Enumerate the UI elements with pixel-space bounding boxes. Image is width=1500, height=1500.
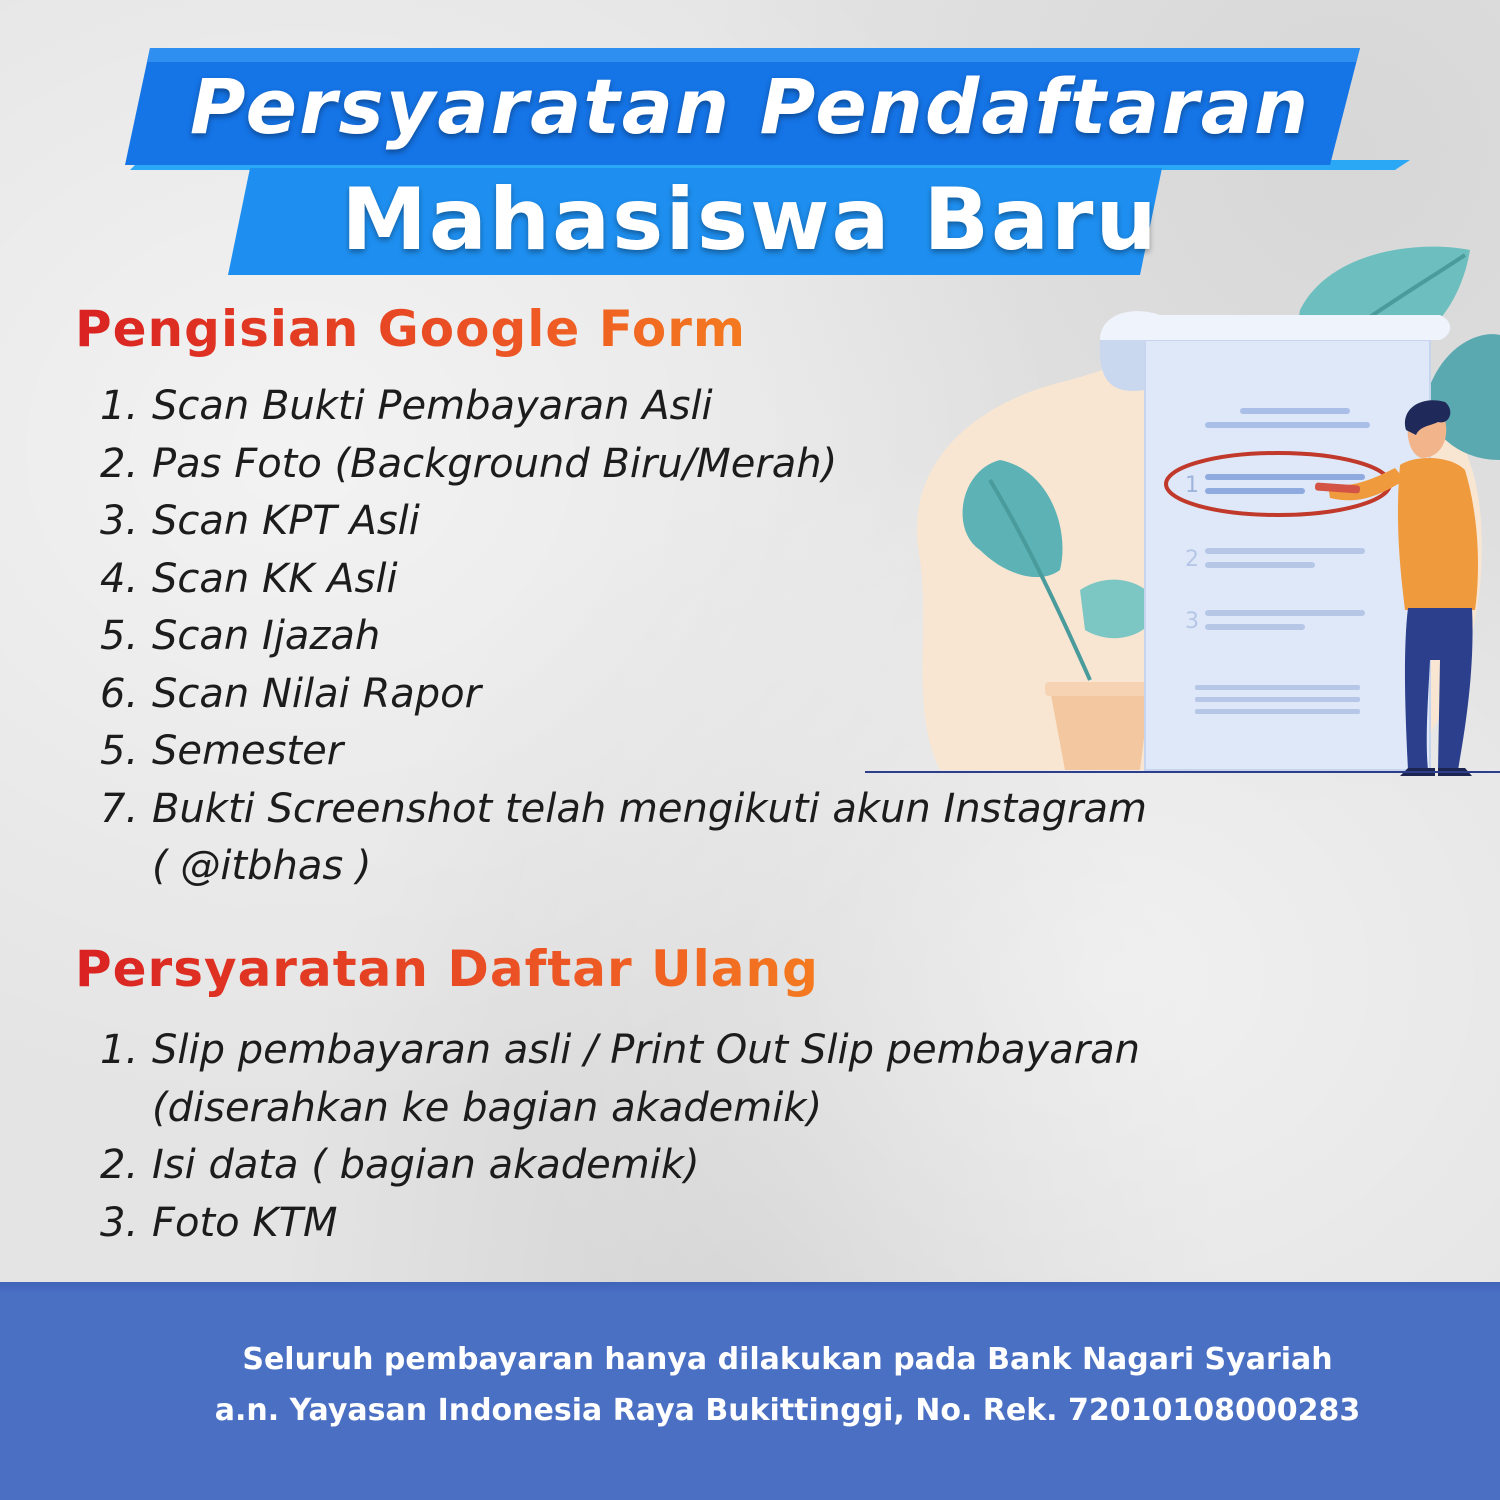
re-registration-requirements-list [100,1022,1140,1252]
item-number: 1. [100,383,139,429]
item-number: 5. [100,728,139,774]
section-heading-daftar-ulang: Persyaratan Daftar Ulang [75,940,819,998]
item-text: Scan Ijazah [152,613,381,659]
item-number: 4. [100,555,139,602]
document-line [1205,474,1365,480]
person-shirt [1398,458,1478,610]
item-text: Scan Bukti Pembayaran Asli [152,383,713,429]
list-item [100,1022,1140,1137]
item-text: Scan KPT Asli [152,498,420,544]
item-text-continuation: (diserahkan ke bagian akademik) [152,1084,823,1131]
list-item [100,1195,1140,1253]
item-text: Scan KK Asli [152,555,398,602]
item-text: Slip pembayaran asli / Print Out Slip pembayaran [152,1027,1141,1073]
banner-top-highlight [147,48,1360,62]
item-number: 3. [100,498,139,544]
item-text: Scan Nilai Rapor [152,670,482,717]
item-text: Pas Foto (Background Biru/Merah) [152,440,838,487]
item-number: 2. [100,1142,139,1188]
item-text: Isi data ( bagian akademik) [152,1142,700,1188]
payment-info-line-2: a.n. Yayasan Indonesia Raya Bukittinggi, No. Rek. 72010108000283 [214,1393,1361,1428]
illustration-art [860,230,1500,790]
document-line [1195,709,1360,714]
plant-pot-icon [1050,690,1150,770]
item-number: 6. [100,670,139,717]
footer-banner [0,1282,1500,1500]
item-body [152,781,1147,896]
payment-info-line-1: Seluruh pembayaran hanya dilakukan pada Bank Nagari Syariah [242,1342,1333,1377]
document-scroll-top [1100,311,1450,340]
document-line [1205,562,1315,568]
checklist-number-1: 1 [1185,473,1199,498]
item-number: 5. [100,613,139,659]
document-line [1205,624,1305,630]
item-number: 2. [100,440,139,487]
title-line-1: Persyaratan Pendaftaran [189,62,1311,151]
checklist-number-2: 2 [1185,547,1199,572]
document-line [1205,488,1305,494]
document-line [1240,408,1350,414]
document-line [1195,697,1360,702]
document-line [1205,422,1370,428]
item-number: 1. [100,1027,139,1073]
document-line [1205,610,1365,616]
list-item [100,781,1147,896]
title-line-2: Mahasiswa Baru [341,170,1159,270]
section-heading-google-form: Pengisian Google Form [75,300,746,358]
item-text: Foto KTM [152,1199,338,1246]
item-number: 3. [100,1199,139,1246]
item-body [152,1022,1140,1137]
list-item [100,1137,1140,1195]
item-number: 7. [100,785,139,832]
item-text-continuation: ( @itbhas ) [152,843,372,889]
document-line [1195,685,1360,690]
item-text: Semester [152,728,344,774]
checklist-illustration [860,230,1500,790]
checklist-number-3: 3 [1185,609,1199,634]
plant-pot-rim [1045,682,1155,696]
document-line [1205,548,1365,554]
item-text: Bukti Screenshot telah mengikuti akun Instagram [152,785,1147,832]
